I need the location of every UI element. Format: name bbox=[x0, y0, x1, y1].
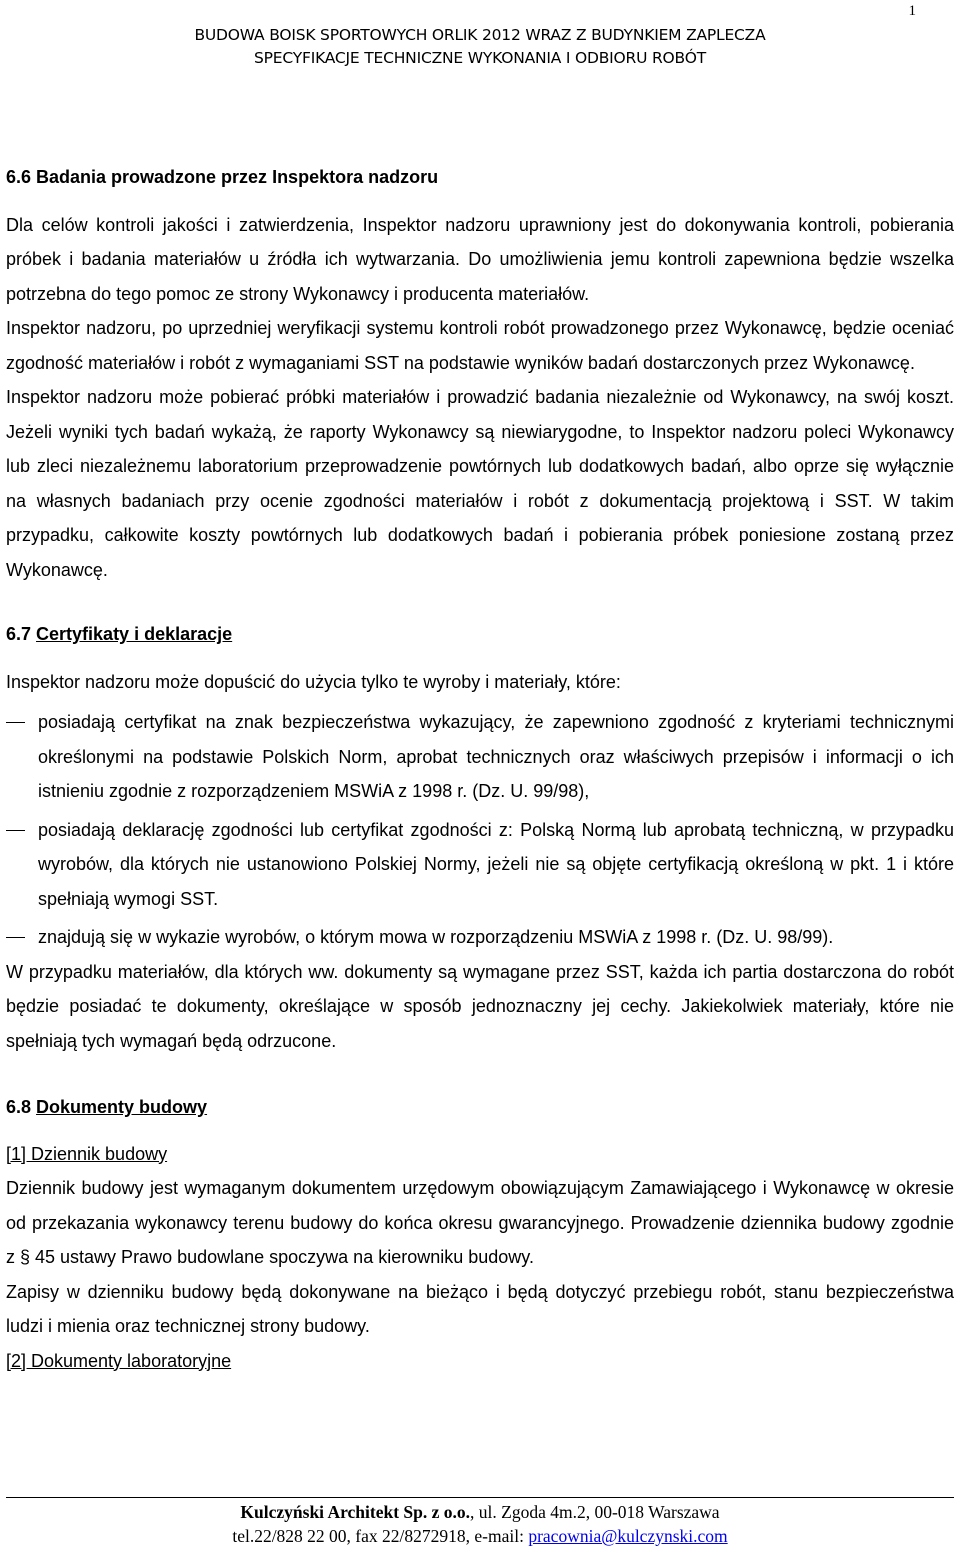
header-document-title: SPECYFIKACJE TECHNICZNE WYKONANIA I ODBIORU ROBÓT bbox=[254, 49, 706, 67]
paragraph: Zapisy w dzienniku budowy będą dokonywane na bieżąco i będą dotyczyć przebiegu robót, stanu bezpieczeństwa ludzi i mienia oraz technicznej strony budowy. bbox=[6, 1281, 954, 1336]
paragraph: W przypadku materiałów, dla których ww. dokumenty są wymagane przez SST, każda ich partia dostarczona do robót będzie posiadać te dokumenty, określające w sposób jednoznaczny jej cechy. Jakiekolwiek materiały, które nie spełniają tych wymagań będą odrzucone. bbox=[6, 961, 954, 1051]
company-address: , ul. Zgoda 4m.2, 00-018 Warszawa bbox=[470, 1502, 720, 1522]
section-heading-6-7 bbox=[6, 617, 954, 652]
section-title: Certyfikaty i deklaracje bbox=[36, 624, 233, 644]
page-footer bbox=[0, 1500, 960, 1548]
company-name: Kulczyński Architekt Sp. z o.o. bbox=[240, 1502, 471, 1522]
document-body bbox=[6, 160, 954, 1378]
footer-company-line bbox=[0, 1500, 960, 1524]
dash-bullet-icon bbox=[6, 830, 25, 831]
section-number: 6.7 bbox=[6, 624, 37, 644]
paragraph: Inspektor nadzoru może pobierać próbki materiałów i prowadzić badania niezależnie od Wykonawcy, na swój koszt. Jeżeli wyniki tych badań wykażą, że raporty Wykonawcy są niewiarygodne, to Inspektor nadzoru poleci Wykonawcy lub zleci niezależnemu laboratorium przeprowadzenie powtórnych lub dodatkowych badań, albo oprze się wyłącznie na własnych badaniach przy ocenie zgodności materiałów i robót z dokumentacją projektową i SST. W takim przypadku, całkowite koszty powtórnych lub dodatkowych badań i pobierania próbek poniesione zostaną przez Wykonawcę. bbox=[6, 387, 954, 580]
list-item: znajdują się w wykazie wyrobów, o którym mowa w rozporządzeniu MSWiA z 1998 r. (Dz. U. 98/99). bbox=[6, 920, 954, 955]
list-item: posiadają certyfikat na znak bezpieczeństwa wykazujący, że zapewniono zgodność z kryteriami technicznymi określonymi na podstawie Polskich Norm, aprobat technicznych oraz właściwych przepisów i informacji o ich istnieniu zgodnie z rozporządzeniem MSWiA z 1998 r. (Dz. U. 99/98), bbox=[6, 705, 954, 809]
section-title: Dokumenty budowy bbox=[36, 1097, 208, 1117]
subheading-dziennik-budowy: [1] Dziennik budowy bbox=[6, 1143, 168, 1164]
section-heading-6-6: 6.6 Badania prowadzone przez Inspektora nadzoru bbox=[6, 167, 439, 187]
subheading-dokumenty-laboratoryjne: [2] Dokumenty laboratoryjne bbox=[6, 1350, 232, 1371]
dash-bullet-icon bbox=[6, 937, 25, 938]
requirements-list bbox=[6, 705, 954, 955]
contact-phone-fax: tel.22/828 22 00, fax 22/8272918, e-mail: bbox=[232, 1526, 529, 1546]
paragraph: Inspektor nadzoru może dopuścić do użycia tylko te wyroby i materiały, które: bbox=[6, 671, 621, 692]
section-heading-6-8 bbox=[6, 1090, 954, 1125]
dash-bullet-icon bbox=[6, 722, 25, 723]
header-project-title: BUDOWA BOISK SPORTOWYCH ORLIK 2012 WRAZ Z BUDYNKIEM ZAPLECZA bbox=[194, 26, 766, 44]
paragraph: Dla celów kontroli jakości i zatwierdzenia, Inspektor nadzoru uprawniony jest do dokonywania kontroli, pobierania próbek i badania materiałów u źródła ich wytwarzania. Do umożliwienia jemu kontroli zapewniona będzie wszelka potrzebna do tego pomoc ze strony Wykonawcy i producenta materiałów. bbox=[6, 214, 954, 304]
footer-divider bbox=[6, 1497, 954, 1498]
email-link[interactable]: pracownia@kulczynski.com bbox=[528, 1526, 728, 1546]
paragraph: Dziennik budowy jest wymaganym dokumentem urzędowym obowiązującym Zamawiającego i Wykonawcę w okresie od przekazania wykonawcy terenu budowy do końca okresu gwarancyjnego. Prowadzenie dziennika budowy zgodnie z § 45 ustawy Prawo budowlane spoczywa na kierowniku budowy. bbox=[6, 1178, 954, 1267]
footer-contact-line bbox=[0, 1524, 960, 1548]
section-number: 6.8 bbox=[6, 1097, 37, 1117]
list-item: posiadają deklarację zgodności lub certyfikat zgodności z: Polską Normą lub aprobatą techniczną, w przypadku wyrobów, dla których nie ustanowiono Polskiej Normy, jeżeli nie są objęte certyfikacją określoną w pkt. 1 i które spełniają wymogi SST. bbox=[6, 813, 954, 917]
paragraph: Inspektor nadzoru, po uprzedniej weryfikacji systemu kontroli robót prowadzonego przez Wykonawcę, będzie oceniać zgodność materiałów i robót z wymaganiami SST na podstawie wyników badań dostarczonych przez Wykonawcę. bbox=[6, 318, 954, 373]
page-number: 1 bbox=[908, 3, 916, 19]
document-header bbox=[0, 24, 960, 70]
